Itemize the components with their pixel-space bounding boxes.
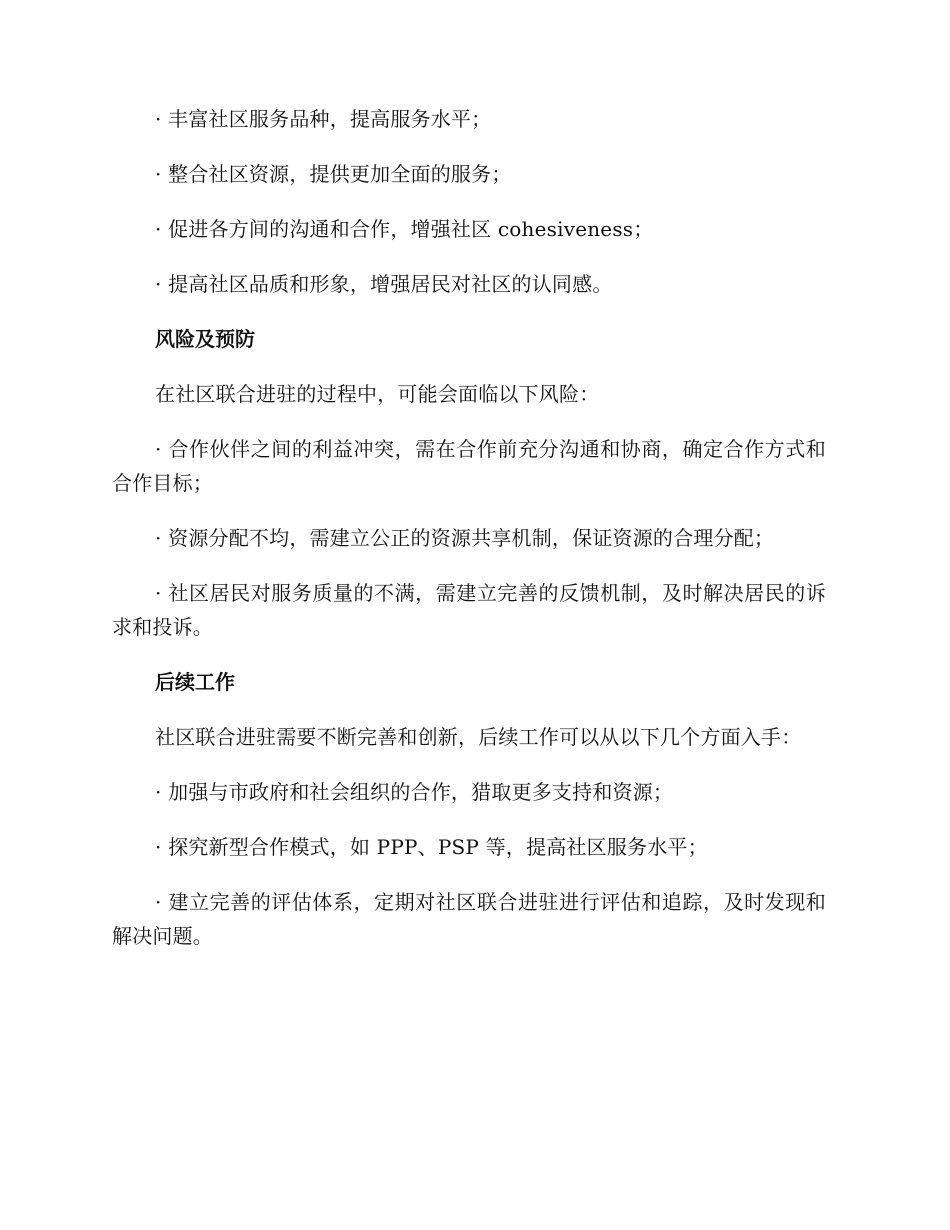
benefit-item-3: · 促进各方间的沟通和合作，增强社区 cohesiveness； (155, 217, 654, 241)
followup-item-2: · 探究新型合作模式，如 PPP、PSP 等，提高社区服务水平； (155, 835, 708, 859)
followup-item-3: · 建立完善的评估体系，定期对社区联合进驻进行评估和追踪，及时发现和解决问题。 (112, 890, 826, 948)
benefit-item-4: · 提高社区品质和形象，增强居民对社区的认同感。 (155, 272, 613, 296)
risk-item-3: · 社区居民对服务质量的不满，需建立完善的反馈机制，及时解决居民的诉求和投诉。 (112, 581, 826, 639)
followup-intro: 社区联合进驻需要不断完善和创新，后续工作可以从以下几个方面入手： (155, 725, 802, 749)
risk-intro: 在社区联合进驻的过程中，可能会面临以下风险： (155, 382, 600, 406)
document-content (112, 102, 826, 953)
followup-item-1: · 加强与市政府和社会组织的合作，猎取更多支持和资源； (155, 780, 674, 804)
benefit-item-1: · 丰富社区服务品种，提高服务水平； (155, 107, 492, 131)
followup-heading: 后续工作 (155, 670, 235, 694)
risk-heading: 风险及预防 (155, 327, 255, 351)
risk-item-2: · 资源分配不均，需建立公正的资源共享机制，保证资源的合理分配； (155, 526, 775, 550)
benefit-item-2: · 整合社区资源，提供更加全面的服务； (155, 162, 512, 186)
risk-item-1: · 合作伙伴之间的利益冲突，需在合作前充分沟通和协商，确定合作方式和合作目标； (112, 437, 826, 495)
